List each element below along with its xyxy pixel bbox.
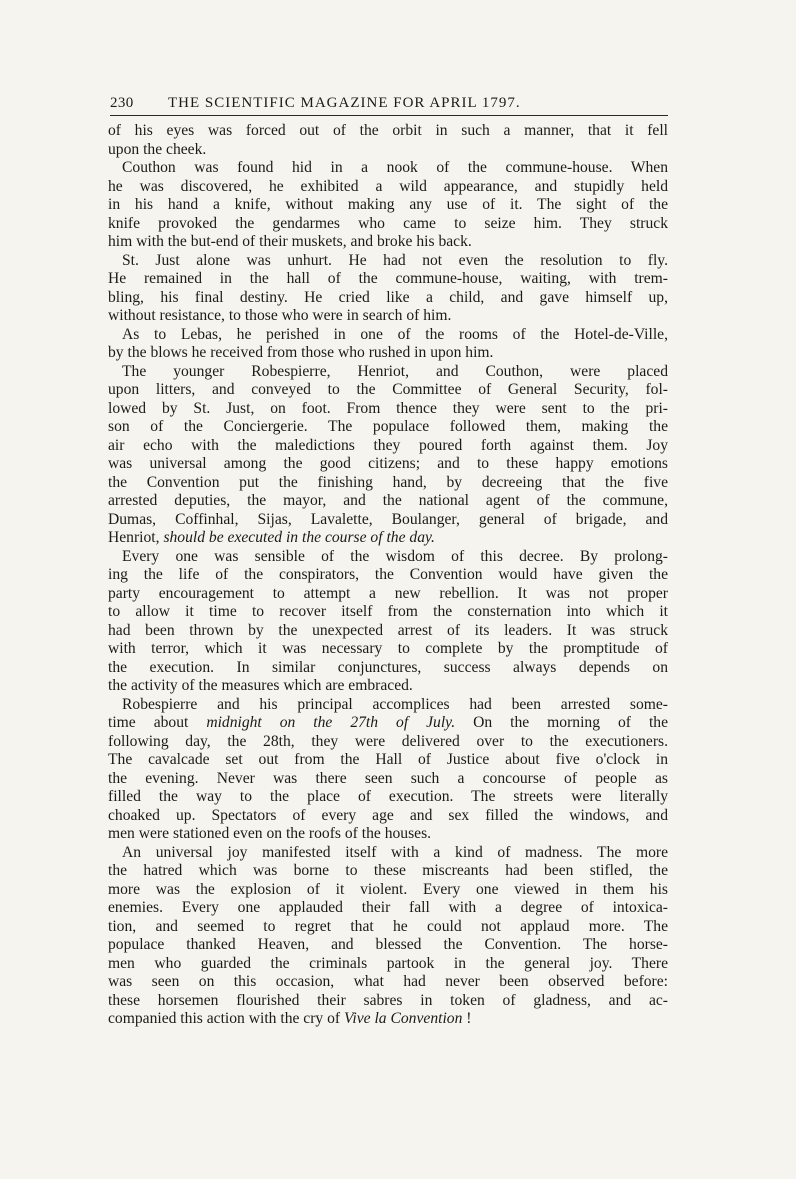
text-line: ing the life of the conspirators, the Convention would have given the [108, 566, 668, 583]
text-line: enemies. Every one applauded their fall with a degree of intoxica- [108, 899, 668, 916]
text-line: these horsemen flourished their sabres in token of gladness, and ac- [108, 991, 668, 1009]
text-line: St. Just alone was unhurt. He had not even the resolution to fly. [122, 251, 668, 269]
page-number: 230 [110, 95, 134, 111]
paragraph [108, 844, 668, 1029]
text-line: was universal among the good citizens; and to these happy emotions [108, 455, 668, 472]
text-line: upon the cheek. [108, 140, 207, 158]
text-line: men were stationed even on the roofs of the houses. [108, 825, 432, 842]
text-line: more was the explosion of it violent. Every one viewed in them his [108, 880, 668, 898]
text-line: lowed by St. Just, on foot. From thence they were sent to the pri- [108, 399, 668, 417]
text-line: Dumas, Coffinhal, Sijas, Lavalette, Boulanger, general of brigade, and [108, 510, 668, 528]
text-line: filled the way to the place of execution. The streets were literally [108, 788, 668, 805]
text-line: companied this action with the cry of Vive la Convention ! [108, 1010, 472, 1027]
text-line: choaked up. Spectators of every age and sex filled the windows, and [108, 806, 668, 824]
paragraph [108, 363, 668, 548]
text-line: The younger Robespierre, Henriot, and Couthon, were placed [122, 362, 668, 380]
text-line: Henriot, should be executed in the course of the day. [108, 529, 435, 546]
paragraph [108, 159, 668, 252]
text-line: had been thrown by the unexpected arrest of its leaders. It was struck [108, 621, 668, 639]
text-line: Every one was sensible of the wisdom of this decree. By prolong- [122, 547, 668, 565]
text-line: the hatred which was borne to these miscreants had been stifled, the [108, 862, 668, 879]
text-line: of his eyes was forced out of the orbit in such a manner, that it fell [108, 122, 668, 139]
book-page [108, 95, 668, 1029]
running-title: THE SCIENTIFIC MAGAZINE FOR APRIL 1797. [168, 95, 521, 111]
text-line: was seen on this occasion, what had never been observed before: [108, 973, 668, 990]
text-line: time about midnight on the 27th of July. On the morning of the [108, 714, 668, 731]
text-line: he was discovered, he exhibited a wild appearance, and stupidly held [108, 177, 668, 195]
text-line: son of the Conciergerie. The populace followed them, making the [108, 418, 668, 435]
text-line: bling, his final destiny. He cried like a child, and gave himself up, [108, 288, 668, 306]
text-line: upon litters, and conveyed to the Committee of General Security, fol- [108, 381, 668, 398]
body-text [108, 122, 668, 1029]
text-line: the activity of the measures which are embraced. [108, 677, 413, 694]
text-line: the Convention put the finishing hand, by decreeing that the five [108, 473, 668, 491]
text-line: As to Lebas, he perished in one of the rooms of the Hotel-de-Ville, [122, 325, 668, 343]
text-line: the evening. Never was there seen such a concourse of people as [108, 769, 668, 787]
text-line: to allow it time to recover itself from the consternation into which it [108, 603, 668, 620]
text-line: with terror, which it was necessary to complete by the promptitude of [108, 640, 668, 657]
text-line: air echo with the maledictions they poured forth against them. Joy [108, 436, 668, 454]
text-line: tion, and seemed to regret that he could not applaud more. The [108, 917, 668, 935]
paragraph [108, 252, 668, 326]
text-line: the execution. In similar conjunctures, success always depends on [108, 658, 668, 676]
text-line: populace thanked Heaven, and blessed the Convention. The horse- [108, 936, 668, 953]
text-line: He remained in the hall of the commune-house, waiting, with trem- [108, 270, 668, 287]
page-header [110, 95, 668, 116]
text-line: in his hand a knife, without making any use of it. The sight of the [108, 196, 668, 213]
text-line: men who guarded the criminals partook in the general joy. There [108, 954, 668, 972]
text-line: arrested deputies, the mayor, and the national agent of the commune, [108, 492, 668, 509]
text-line: by the blows he received from those who rushed in upon him. [108, 344, 494, 361]
text-line: him with the but-end of their muskets, and broke his back. [108, 233, 472, 250]
paragraph [108, 548, 668, 696]
paragraph [108, 326, 668, 363]
text-line: Couthon was found hid in a nook of the commune-house. When [122, 159, 668, 176]
text-line: knife provoked the gendarmes who came to seize him. They struck [108, 214, 668, 232]
paragraph [108, 122, 668, 159]
text-line: without resistance, to those who were in search of him. [108, 307, 452, 324]
text-line: Robespierre and his principal accomplices had been arrested some- [122, 695, 668, 713]
text-line: The cavalcade set out from the Hall of Justice about five o'clock in [108, 751, 668, 768]
paragraph [108, 696, 668, 844]
text-line: following day, the 28th, they were delivered over to the executioners. [108, 732, 668, 750]
text-line: An universal joy manifested itself with a kind of madness. The more [122, 843, 668, 861]
text-line: party encouragement to attempt a new rebellion. It was not proper [108, 584, 668, 602]
